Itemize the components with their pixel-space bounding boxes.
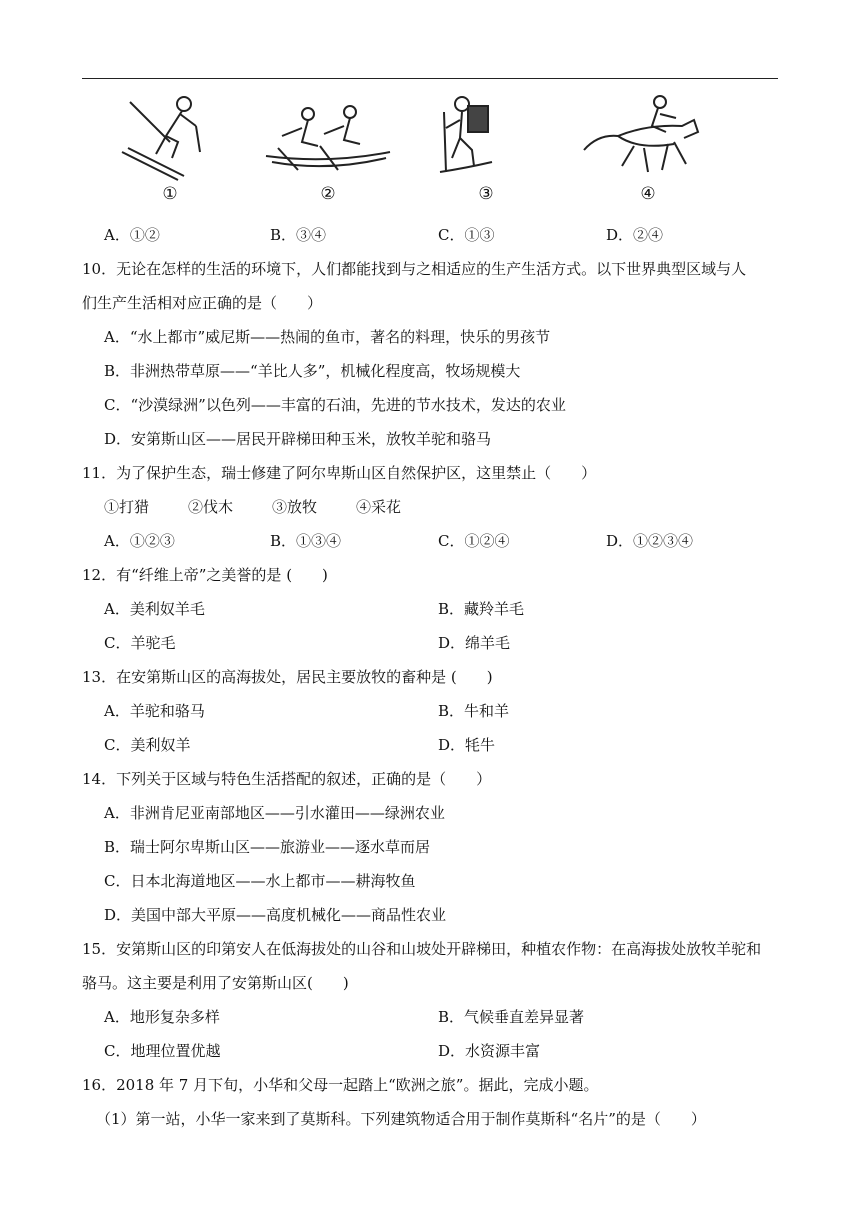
q14-option-a: A．非洲肯尼亚南部地区——引水灌田——绿洲农业 (104, 804, 445, 822)
q11-item-1: ①打猎 (104, 498, 150, 516)
horse-rider-icon (578, 92, 718, 182)
q15-option-a: A．地形复杂多样 (104, 1008, 220, 1026)
q11-stem: 11．为了保护生态，瑞士修建了阿尔卑斯山区自然保护区，这里禁止（ ） (82, 464, 597, 482)
q16-stem: 16．2018 年 7 月下旬，小华和父母一起踏上“欧洲之旅”。据此，完成小题。 (82, 1076, 599, 1094)
rowers-icon (258, 92, 398, 182)
figure-2 (258, 92, 398, 210)
q12-option-c: C．羊驼毛 (104, 634, 176, 652)
figure-number: ① (162, 184, 178, 204)
q13-option-d: D．牦牛 (438, 736, 496, 754)
q12-option-b: B．藏羚羊毛 (438, 600, 525, 618)
hiker-icon (416, 92, 556, 182)
q10-option-b: B．非洲热带草原——“羊比人多”，机械化程度高，牧场规模大 (104, 362, 521, 380)
q9-option-a: A．①② (104, 226, 160, 244)
q15-stem-line2: 骆马。这主要是利用了安第斯山区( ) (82, 974, 349, 992)
q10-option-d: D．安第斯山区——居民开辟梯田种玉米，放牧羊驼和骆马 (104, 430, 492, 448)
q13-stem: 13．在安第斯山区的高海拔处，居民主要放牧的畜种是 ( ) (82, 668, 493, 686)
q13-option-b: B．牛和羊 (438, 702, 510, 720)
q11-item-2: ②伐木 (188, 498, 234, 516)
q11-option-d: D．①②③④ (606, 532, 694, 550)
q14-option-b: B．瑞士阿尔卑斯山区——旅游业——逐水草而居 (104, 838, 431, 856)
q9-option-b: B．③④ (270, 226, 327, 244)
q11-item-3: ③放牧 (272, 498, 318, 516)
figure-1 (100, 92, 240, 210)
q12-stem: 12．有“纤维上帝”之美誉的是 ( ) (82, 566, 328, 584)
q14-option-c: C．日本北海道地区——水上都市——耕海牧鱼 (104, 872, 416, 890)
figure-number: ③ (478, 184, 494, 204)
q9-option-c: C．①③ (438, 226, 495, 244)
q15-option-d: D．水资源丰富 (438, 1042, 541, 1060)
q15-option-c: C．地理位置优越 (104, 1042, 221, 1060)
q10-stem-line1: 10．无论在怎样的生活的环境下，人们都能找到与之相适应的生产生活方式。以下世界典型区域与人 (82, 260, 747, 278)
figure-number: ④ (640, 184, 656, 204)
q11-option-b: B．①③④ (270, 532, 342, 550)
figure-row (100, 92, 740, 210)
q11-option-c: C．①②④ (438, 532, 510, 550)
q15-option-b: B．气候垂直差异显著 (438, 1008, 585, 1026)
q12-option-d: D．绵羊毛 (438, 634, 511, 652)
skier-icon (100, 92, 240, 182)
q10-stem-line2: 们生产生活相对应正确的是（ ） (82, 294, 323, 312)
q12-option-a: A．美利奴羊毛 (104, 600, 205, 618)
q14-stem: 14．下列关于区域与特色生活搭配的叙述，正确的是（ ） (82, 770, 492, 788)
header-rule (82, 78, 778, 79)
q13-option-a: A．羊驼和骆马 (104, 702, 205, 720)
figure-3 (416, 92, 556, 210)
q11-option-a: A．①②③ (104, 532, 175, 550)
figure-4 (578, 92, 718, 210)
figure-number: ② (320, 184, 336, 204)
q13-option-c: C．美利奴羊 (104, 736, 191, 754)
q10-option-c: C．“沙漠绿洲”以色列——丰富的石油，先进的节水技术，发达的农业 (104, 396, 566, 414)
q10-option-a: A．“水上都市”威尼斯——热闹的鱼市，著名的料理，快乐的男孩节 (104, 328, 551, 346)
q15-stem-line1: 15．安第斯山区的印第安人在低海拔处的山谷和山坡处开辟梯田，种植农作物：在高海拔处放牧羊驼和 (82, 940, 762, 958)
q14-option-d: D．美国中部大平原——高度机械化——商品性农业 (104, 906, 447, 924)
q11-item-4: ④采花 (356, 498, 402, 516)
q16-subquestion-1: （1）第一站，小华一家来到了莫斯科。下列建筑物适合用于制作莫斯科“名片”的是（ ） (96, 1110, 706, 1128)
q9-option-d: D．②④ (606, 226, 664, 244)
